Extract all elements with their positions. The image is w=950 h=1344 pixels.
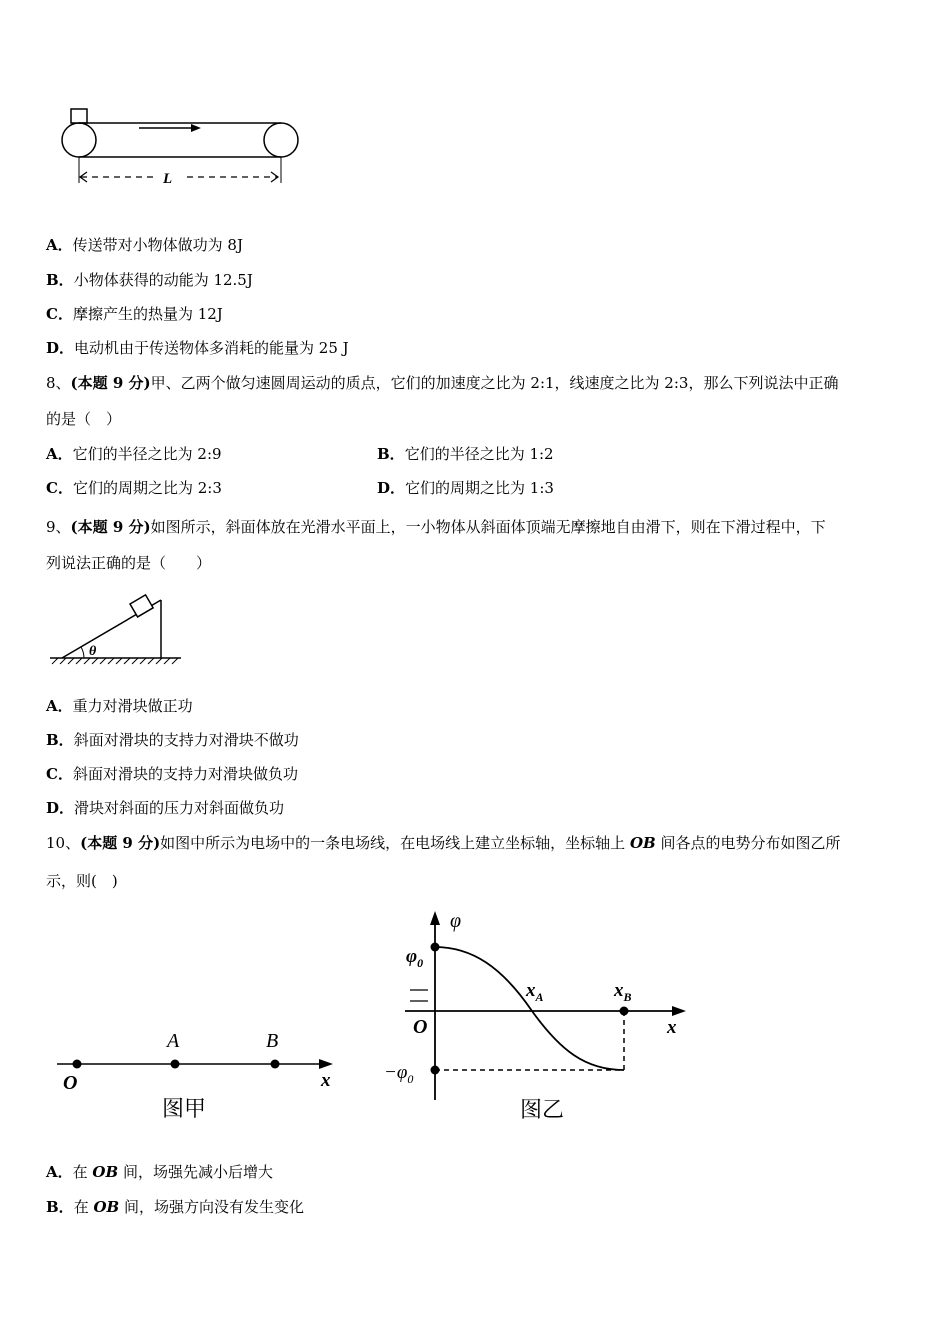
question-text: 如图所示，斜面体放在光滑水平面上，一小物体从斜面体顶端无摩擦地自由滑下，则在下滑过程中，下 (150, 518, 826, 536)
potential-curve (435, 947, 624, 1070)
potential-graph-figure (380, 905, 700, 1125)
small-block (71, 109, 87, 123)
option-letter: D． (46, 339, 75, 357)
phi-symbol: φ (406, 946, 418, 967)
option-text: 摩擦产生的热量为 12J (72, 305, 223, 323)
left-pulley (62, 123, 96, 157)
ground-hatching (52, 658, 178, 664)
q10-stem-line1 (46, 833, 840, 853)
angle-arc (81, 647, 84, 658)
option-letter: D． (377, 479, 406, 497)
x-axis-arrowhead (672, 1006, 686, 1016)
label-a: A (167, 1030, 180, 1052)
option-letter: A． (46, 236, 73, 254)
xa-label (525, 980, 544, 1004)
option-text: 滑块对斜面的压力对斜面做负功 (74, 799, 285, 817)
phi0-label (406, 946, 423, 970)
label-o: O (63, 1072, 78, 1094)
point-a (171, 1060, 180, 1069)
q8-option-d[interactable] (377, 478, 554, 498)
q9-option-c[interactable] (46, 764, 298, 784)
option-letter: A． (46, 445, 73, 463)
question-points: (本题 9 分) (80, 834, 161, 852)
q8-option-b[interactable] (377, 444, 554, 464)
option-letter: B． (377, 445, 405, 463)
incline-figure (48, 588, 188, 668)
point-b (271, 1060, 280, 1069)
phi0-dot (431, 943, 440, 952)
option-text: 电动机由于传送物体多消耗的能量为 25 J (74, 339, 349, 357)
question-text-cont: 间各点的电势分布如图乙所 (655, 834, 841, 852)
origin-label: O (413, 1016, 428, 1038)
subscript-b: B (623, 990, 632, 1004)
option-letter: C． (46, 765, 73, 783)
xb-dot (620, 1007, 629, 1016)
question-number: 8、 (46, 374, 71, 392)
q7-option-c[interactable] (46, 304, 223, 324)
option-letter: C． (46, 479, 73, 497)
subscript-a: A (535, 990, 544, 1004)
q10-option-a[interactable] (46, 1162, 273, 1182)
neg-phi-symbol: −φ (384, 1062, 408, 1083)
option-text: 小物体获得的动能为 12.5J (73, 271, 253, 289)
option-text: 它们的半径之比为 1:2 (404, 445, 554, 463)
subscript-zero: 0 (417, 956, 424, 970)
option-text: 它们的周期之比为 1:3 (405, 479, 554, 497)
option-text: 重力对滑块做正功 (72, 697, 193, 715)
option-text: 斜面对滑块的支持力对滑块不做功 (73, 731, 299, 749)
x-symbol: x (614, 980, 624, 1001)
q7-option-b[interactable] (46, 270, 253, 290)
option-text: 它们的周期之比为 2:3 (72, 479, 222, 497)
q8-stem-line2: 的是（ ） (46, 410, 122, 428)
q9-stem-line2: 列说法正确的是（ ） (46, 554, 212, 572)
q9-option-a[interactable] (46, 696, 193, 716)
q10-stem-line2: 示，则( ) (46, 872, 118, 890)
angle-label: θ (89, 644, 97, 659)
question-number: 10、 (46, 834, 81, 852)
figure-caption-yi: 图乙 (520, 1097, 565, 1122)
motion-arrowhead (191, 124, 201, 132)
length-label: L (163, 171, 173, 187)
option-letter: A． (46, 1163, 73, 1181)
option-letter: D． (46, 799, 75, 817)
q8-option-c[interactable] (46, 478, 222, 498)
question-text: 甲、乙两个做匀速圆周运动的质点，它们的加速度之比为 2:1，线速度之比为 2:3，那么下列说法中正确 (150, 374, 839, 392)
option-letter: B． (46, 731, 74, 749)
q8-stem-line1 (46, 373, 838, 393)
subscript-zero: 0 (407, 1072, 414, 1086)
sliding-block (130, 595, 153, 617)
q8-option-a[interactable] (46, 444, 222, 464)
q10-option-b[interactable] (46, 1197, 304, 1217)
option-letter: B． (46, 271, 74, 289)
option-post: 间，场强方向没有发生变化 (119, 1198, 304, 1216)
field-line-arrowhead (319, 1059, 333, 1069)
ob-symbol: OB (93, 1198, 120, 1216)
option-letter: B． (46, 1198, 74, 1216)
ob-symbol: OB (92, 1163, 119, 1181)
x-symbol: x (526, 980, 536, 1001)
option-text: 它们的半径之比为 2:9 (72, 445, 222, 463)
x-axis-label: x (667, 1017, 677, 1038)
right-pulley (264, 123, 298, 157)
option-pre: 在 (73, 1198, 94, 1216)
ob-symbol: OB (629, 834, 656, 852)
option-pre: 在 (72, 1163, 93, 1181)
question-points: (本题 9 分) (70, 374, 151, 392)
question-number: 9、 (46, 518, 71, 536)
label-b: B (266, 1030, 279, 1052)
point-o (73, 1060, 82, 1069)
q9-stem-line1 (46, 517, 826, 537)
figure-caption-jia: 图甲 (162, 1096, 207, 1121)
q9-option-b[interactable] (46, 730, 299, 750)
option-text: 斜面对滑块的支持力对滑块做负功 (72, 765, 298, 783)
question-text: 如图中所示为电场中的一条电场线，在电场线上建立坐标轴，坐标轴上 (160, 834, 630, 852)
conveyor-belt-figure (55, 105, 315, 190)
field-line-figure (55, 1020, 345, 1125)
question-points: (本题 9 分) (70, 518, 151, 536)
option-letter: C． (46, 305, 73, 323)
neg-phi0-dot (431, 1066, 440, 1075)
q9-option-d[interactable] (46, 798, 284, 818)
q7-option-a[interactable] (46, 235, 243, 255)
option-post: 间，场强先减小后增大 (118, 1163, 273, 1181)
phi-axis-arrowhead (430, 911, 440, 925)
label-x: x (321, 1070, 331, 1091)
q7-option-d[interactable] (46, 338, 349, 358)
xb-label (613, 980, 632, 1004)
phi-label: φ (450, 910, 462, 932)
option-text: 传送带对小物体做功为 8J (72, 236, 243, 254)
option-letter: A． (46, 697, 73, 715)
neg-phi0-label (384, 1062, 413, 1086)
